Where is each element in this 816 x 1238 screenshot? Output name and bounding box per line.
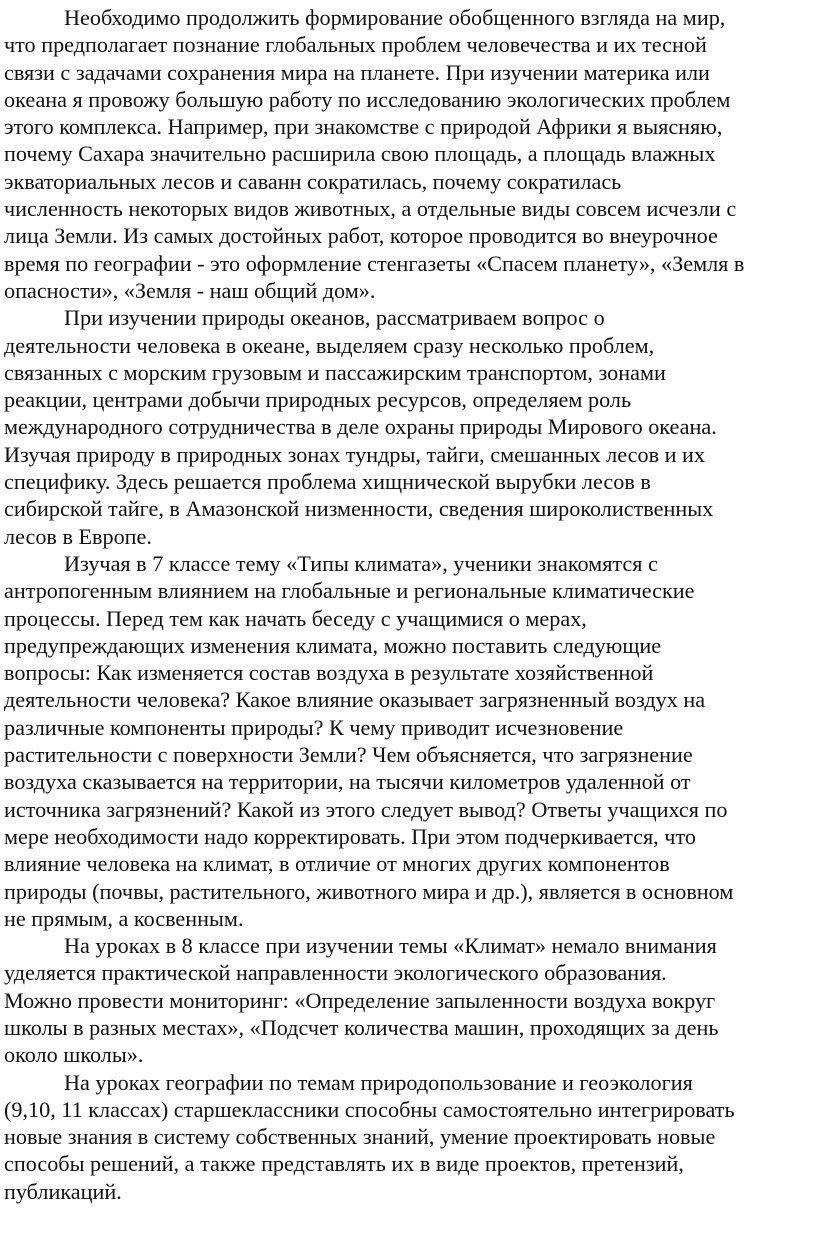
paragraph (4, 304, 814, 550)
text-line: экваториальных лесов и саванн сократилась, почему сократилась (4, 168, 622, 194)
text-line: На уроках в 8 классе при изучении темы «Климат» немало внимания (64, 933, 717, 959)
text-line: лесов в Европе. (4, 523, 152, 549)
text-line: новые знания в систему собственных знаний, умение проектировать новые (4, 1124, 716, 1150)
text-line: различные компоненты природы? К чему приводит исчезновение (4, 714, 624, 740)
paragraph (4, 932, 814, 1068)
text-line: влияние человека на климат, в отличие от многих других компонентов (4, 851, 670, 877)
text-line: источника загрязнений? Какой из этого следует вывод? Ответы учащихся по (4, 796, 728, 822)
text-line: что предполагает познание глобальных проблем человечества и их тесной (4, 32, 707, 58)
text-line: около школы». (4, 1042, 144, 1068)
paragraph (4, 550, 814, 932)
text-line: природы (почвы, растительного, животного мира и др.), является в основном (4, 878, 734, 904)
text-line: способы решений, а также представлять их в виде проектов, претензий, (4, 1151, 684, 1177)
text-line: этого комплекса. Например, при знакомстве с природой Африки я выясняю, (4, 114, 723, 140)
text-line: численность некоторых видов животных, а отдельные виды совсем исчезли с (4, 196, 737, 222)
text-line: (9,10, 11 классах) старшеклассники способны самостоятельно интегрировать (4, 1096, 735, 1122)
text-line: воздуха сказывается на территории, на тысячи километров удаленной от (4, 769, 691, 795)
paragraph (4, 4, 814, 304)
text-line: уделяется практической направленности экологического образования. (4, 960, 667, 986)
text-line: сибирской тайге, в Амазонской низменности, сведения широколиственных (4, 496, 714, 522)
text-line: связи с задачами сохранения мира на планете. При изучении материка или (4, 59, 710, 85)
text-line: На уроках географии по темам природопользование и геоэкология (64, 1069, 693, 1095)
paragraph (4, 1069, 814, 1205)
text-line: специфику. Здесь решается проблема хищнической вырубки лесов в (4, 469, 651, 495)
text-line: Изучая природу в природных зонах тундры, тайги, смешанных лесов и их (4, 441, 706, 467)
text-line: растительности с поверхности Земли? Чем объясняется, что загрязнение (4, 742, 693, 768)
text-line: школы в разных местах», «Подсчет количества машин, проходящих за день (4, 1014, 719, 1040)
text-line: предупреждающих изменения климата, можно поставить следующие (4, 632, 662, 658)
text-line: опасности», «Земля - наш общий дом». (4, 277, 376, 303)
text-line: публикаций. (4, 1178, 122, 1204)
text-line: мере необходимости надо корректировать. При этом подчеркивается, что (4, 823, 696, 849)
text-line: время по географии - это оформление стенгазеты «Спасем планету», «Земля в (4, 250, 745, 276)
text-line: антропогенным влиянием на глобальные и региональные климатические (4, 578, 695, 604)
text-line: лица Земли. Из самых достойных работ, которое проводится во внеурочное (4, 223, 718, 249)
text-line: международного сотрудничества в деле охраны природы Мирового океана. (4, 414, 717, 440)
text-line: Можно провести мониторинг: «Определение запыленности воздуха вокруг (4, 987, 716, 1013)
text-line: океана я провожу большую работу по исследованию экологических проблем (4, 86, 731, 112)
text-line: связанных с морским грузовым и пассажирским транспортом, зонами (4, 359, 666, 385)
text-line: деятельности человека в океане, выделяем сразу несколько проблем, (4, 332, 655, 358)
text-line: Необходимо продолжить формирование обобщенного взгляда на мир, (64, 5, 726, 30)
text-line: деятельности человека? Какое влияние оказывает загрязненный воздух на (4, 687, 706, 713)
text-line: не прямым, а косвенным. (4, 905, 244, 931)
text-line: процессы. Перед тем как начать беседу с учащимися о мерах, (4, 605, 587, 631)
text-line: вопросы: Как изменяется состав воздуха в результате хозяйственной (4, 660, 654, 686)
text-line: При изучении природы океанов, рассматриваем вопрос о (64, 305, 605, 331)
text-line: Изучая в 7 классе тему «Типы климата», ученики знакомятся с (64, 550, 658, 576)
text-line: почему Сахара значительно расширила свою площадь, а площадь влажных (4, 141, 716, 167)
text-line: реакции, центрами добычи природных ресурсов, определяем роль (4, 387, 632, 413)
